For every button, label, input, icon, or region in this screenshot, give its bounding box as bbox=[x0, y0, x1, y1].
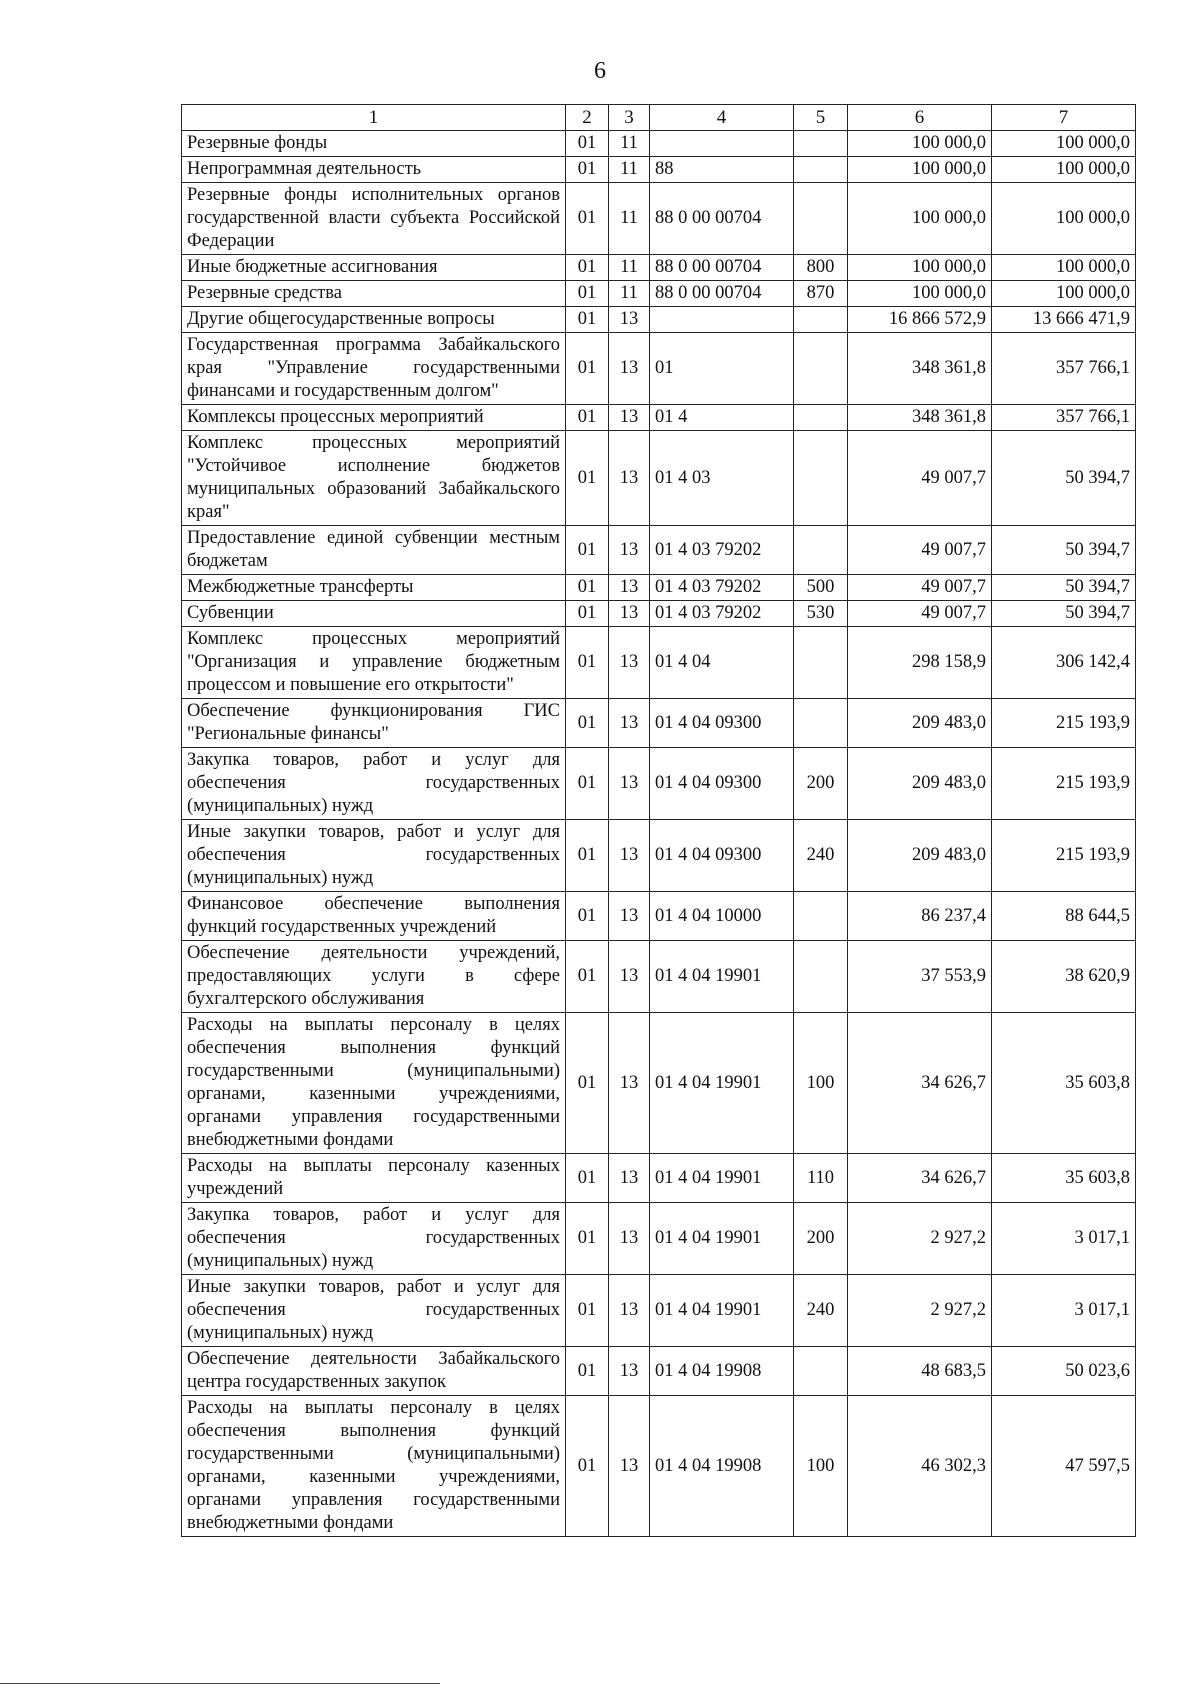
expense-type-cell bbox=[794, 333, 848, 405]
amount-year-1-cell: 100 000,0 bbox=[848, 255, 992, 281]
amount-year-1-cell: 100 000,0 bbox=[848, 157, 992, 183]
amount-year-1-cell: 298 158,9 bbox=[848, 627, 992, 699]
amount-year-2-cell: 50 394,7 bbox=[992, 526, 1136, 575]
target-article-cell: 01 4 04 19901 bbox=[650, 1275, 794, 1347]
row-name-cell: Иные бюджетные ассигнования bbox=[182, 255, 566, 281]
target-article-cell: 01 4 04 19901 bbox=[650, 1013, 794, 1154]
amount-year-1-cell: 48 683,5 bbox=[848, 1347, 992, 1396]
table-row bbox=[182, 820, 1136, 892]
target-article-cell: 01 4 03 79202 bbox=[650, 601, 794, 627]
expense-type-cell bbox=[794, 405, 848, 431]
row-name-cell: Комплекс процессных мероприятий "Устойчивое исполнение бюджетов муниципальных образований Забайкальского края" bbox=[182, 431, 566, 526]
section-code-cell: 01 bbox=[566, 333, 609, 405]
subsection-code-cell: 11 bbox=[609, 131, 650, 157]
table-row bbox=[182, 892, 1136, 941]
expense-type-cell bbox=[794, 431, 848, 526]
amount-year-2-cell: 3 017,1 bbox=[992, 1203, 1136, 1275]
amount-year-2-cell: 50 394,7 bbox=[992, 431, 1136, 526]
target-article-cell: 01 bbox=[650, 333, 794, 405]
expense-type-cell: 200 bbox=[794, 748, 848, 820]
target-article-cell: 01 4 04 19901 bbox=[650, 1154, 794, 1203]
table-row bbox=[182, 601, 1136, 627]
table-row bbox=[182, 699, 1136, 748]
table-row bbox=[182, 1396, 1136, 1537]
amount-year-1-cell: 16 866 572,9 bbox=[848, 307, 992, 333]
amount-year-1-cell: 46 302,3 bbox=[848, 1396, 992, 1537]
budget-table bbox=[181, 104, 1136, 1537]
amount-year-2-cell: 357 766,1 bbox=[992, 405, 1136, 431]
subsection-code-cell: 13 bbox=[609, 941, 650, 1013]
amount-year-1-cell: 49 007,7 bbox=[848, 575, 992, 601]
expense-type-cell: 100 bbox=[794, 1396, 848, 1537]
target-article-cell: 01 4 04 bbox=[650, 627, 794, 699]
row-name-cell: Субвенции bbox=[182, 601, 566, 627]
expense-type-cell bbox=[794, 131, 848, 157]
amount-year-2-cell: 35 603,8 bbox=[992, 1013, 1136, 1154]
table-row bbox=[182, 157, 1136, 183]
expense-type-cell bbox=[794, 1347, 848, 1396]
amount-year-2-cell: 13 666 471,9 bbox=[992, 307, 1136, 333]
target-article-cell: 88 0 00 00704 bbox=[650, 255, 794, 281]
amount-year-2-cell: 38 620,9 bbox=[992, 941, 1136, 1013]
table-row bbox=[182, 405, 1136, 431]
section-code-cell: 01 bbox=[566, 131, 609, 157]
section-code-cell: 01 bbox=[566, 699, 609, 748]
amount-year-1-cell: 86 237,4 bbox=[848, 892, 992, 941]
target-article-cell: 01 4 04 09300 bbox=[650, 699, 794, 748]
table-row bbox=[182, 1275, 1136, 1347]
row-name-cell: Резервные фонды bbox=[182, 131, 566, 157]
target-article-cell: 01 4 04 19901 bbox=[650, 1203, 794, 1275]
row-name-cell: Резервные фонды исполнительных органов государственной власти субъекта Российской Федерации bbox=[182, 183, 566, 255]
header-cell: 5 bbox=[794, 105, 848, 131]
row-name-cell: Межбюджетные трансферты bbox=[182, 575, 566, 601]
subsection-code-cell: 13 bbox=[609, 526, 650, 575]
expense-type-cell bbox=[794, 526, 848, 575]
amount-year-1-cell: 49 007,7 bbox=[848, 431, 992, 526]
target-article-cell bbox=[650, 131, 794, 157]
subsection-code-cell: 11 bbox=[609, 183, 650, 255]
amount-year-2-cell: 215 193,9 bbox=[992, 820, 1136, 892]
expense-type-cell bbox=[794, 892, 848, 941]
table-row bbox=[182, 281, 1136, 307]
section-code-cell: 01 bbox=[566, 281, 609, 307]
amount-year-1-cell: 100 000,0 bbox=[848, 183, 992, 255]
subsection-code-cell: 13 bbox=[609, 1275, 650, 1347]
amount-year-2-cell: 100 000,0 bbox=[992, 281, 1136, 307]
amount-year-2-cell: 100 000,0 bbox=[992, 157, 1136, 183]
section-code-cell: 01 bbox=[566, 1396, 609, 1537]
target-article-cell bbox=[650, 307, 794, 333]
amount-year-2-cell: 47 597,5 bbox=[992, 1396, 1136, 1537]
amount-year-1-cell: 348 361,8 bbox=[848, 333, 992, 405]
row-name-cell: Иные закупки товаров, работ и услуг для обеспечения государственных (муниципальных) нужд bbox=[182, 1275, 566, 1347]
table-row bbox=[182, 748, 1136, 820]
amount-year-2-cell: 88 644,5 bbox=[992, 892, 1136, 941]
amount-year-2-cell: 50 023,6 bbox=[992, 1347, 1136, 1396]
section-code-cell: 01 bbox=[566, 183, 609, 255]
row-name-cell: Предоставление единой субвенции местным бюджетам bbox=[182, 526, 566, 575]
row-name-cell: Расходы на выплаты персоналу в целях обеспечения выполнения функций государственными (муниципальными) органами, казенными учреждениями, органами управления государственными внебюджетными фондами bbox=[182, 1013, 566, 1154]
table-row bbox=[182, 1154, 1136, 1203]
row-name-cell: Обеспечение деятельности учреждений, предоставляющих услуги в сфере бухгалтерского обслуживания bbox=[182, 941, 566, 1013]
amount-year-2-cell: 3 017,1 bbox=[992, 1275, 1136, 1347]
row-name-cell: Закупка товаров, работ и услуг для обеспечения государственных (муниципальных) нужд bbox=[182, 1203, 566, 1275]
target-article-cell: 01 4 04 19901 bbox=[650, 941, 794, 1013]
amount-year-1-cell: 37 553,9 bbox=[848, 941, 992, 1013]
table-row bbox=[182, 627, 1136, 699]
row-name-cell: Обеспечение деятельности Забайкальского центра государственных закупок bbox=[182, 1347, 566, 1396]
target-article-cell: 01 4 bbox=[650, 405, 794, 431]
expense-type-cell bbox=[794, 627, 848, 699]
subsection-code-cell: 13 bbox=[609, 431, 650, 526]
target-article-cell: 88 0 00 00704 bbox=[650, 183, 794, 255]
subsection-code-cell: 13 bbox=[609, 1396, 650, 1537]
target-article-cell: 01 4 04 10000 bbox=[650, 892, 794, 941]
subsection-code-cell: 13 bbox=[609, 307, 650, 333]
table-row bbox=[182, 575, 1136, 601]
row-name-cell: Обеспечение функционирования ГИС "Региональные финансы" bbox=[182, 699, 566, 748]
page-bottom-rule bbox=[0, 1683, 440, 1684]
header-row bbox=[182, 105, 1136, 131]
section-code-cell: 01 bbox=[566, 575, 609, 601]
table-row bbox=[182, 307, 1136, 333]
row-name-cell: Другие общегосударственные вопросы bbox=[182, 307, 566, 333]
subsection-code-cell: 13 bbox=[609, 575, 650, 601]
table-row bbox=[182, 183, 1136, 255]
row-name-cell: Расходы на выплаты персоналу в целях обеспечения выполнения функций государственными (муниципальными) органами, казенными учреждениями, органами управления государственными внебюджетными фондами bbox=[182, 1396, 566, 1537]
section-code-cell: 01 bbox=[566, 1275, 609, 1347]
target-article-cell: 01 4 03 79202 bbox=[650, 575, 794, 601]
amount-year-1-cell: 100 000,0 bbox=[848, 281, 992, 307]
expense-type-cell: 240 bbox=[794, 1275, 848, 1347]
target-article-cell: 01 4 04 09300 bbox=[650, 820, 794, 892]
section-code-cell: 01 bbox=[566, 405, 609, 431]
amount-year-1-cell: 2 927,2 bbox=[848, 1275, 992, 1347]
target-article-cell: 01 4 04 19908 bbox=[650, 1396, 794, 1537]
subsection-code-cell: 13 bbox=[609, 1347, 650, 1396]
subsection-code-cell: 13 bbox=[609, 333, 650, 405]
expense-type-cell bbox=[794, 699, 848, 748]
row-name-cell: Иные закупки товаров, работ и услуг для обеспечения государственных (муниципальных) нужд bbox=[182, 820, 566, 892]
expense-type-cell: 100 bbox=[794, 1013, 848, 1154]
target-article-cell: 01 4 03 bbox=[650, 431, 794, 526]
table-row bbox=[182, 131, 1136, 157]
table-row bbox=[182, 255, 1136, 281]
amount-year-1-cell: 209 483,0 bbox=[848, 699, 992, 748]
amount-year-1-cell: 209 483,0 bbox=[848, 820, 992, 892]
row-name-cell: Непрограммная деятельность bbox=[182, 157, 566, 183]
amount-year-2-cell: 50 394,7 bbox=[992, 601, 1136, 627]
amount-year-1-cell: 34 626,7 bbox=[848, 1013, 992, 1154]
amount-year-2-cell: 35 603,8 bbox=[992, 1154, 1136, 1203]
amount-year-1-cell: 209 483,0 bbox=[848, 748, 992, 820]
subsection-code-cell: 13 bbox=[609, 405, 650, 431]
section-code-cell: 01 bbox=[566, 431, 609, 526]
target-article-cell: 01 4 04 19908 bbox=[650, 1347, 794, 1396]
expense-type-cell: 500 bbox=[794, 575, 848, 601]
subsection-code-cell: 11 bbox=[609, 157, 650, 183]
subsection-code-cell: 13 bbox=[609, 1154, 650, 1203]
expense-type-cell bbox=[794, 157, 848, 183]
table-row bbox=[182, 1347, 1136, 1396]
amount-year-1-cell: 100 000,0 bbox=[848, 131, 992, 157]
subsection-code-cell: 13 bbox=[609, 699, 650, 748]
row-name-cell: Комплексы процессных мероприятий bbox=[182, 405, 566, 431]
amount-year-1-cell: 49 007,7 bbox=[848, 601, 992, 627]
subsection-code-cell: 13 bbox=[609, 1013, 650, 1154]
table-body bbox=[182, 131, 1136, 1537]
row-name-cell: Комплекс процессных мероприятий "Организация и управление бюджетным процессом и повышение его открытости" bbox=[182, 627, 566, 699]
expense-type-cell: 200 bbox=[794, 1203, 848, 1275]
row-name-cell: Закупка товаров, работ и услуг для обеспечения государственных (муниципальных) нужд bbox=[182, 748, 566, 820]
section-code-cell: 01 bbox=[566, 1347, 609, 1396]
amount-year-1-cell: 34 626,7 bbox=[848, 1154, 992, 1203]
page-number: 6 bbox=[594, 58, 606, 84]
section-code-cell: 01 bbox=[566, 627, 609, 699]
header-cell: 3 bbox=[609, 105, 650, 131]
amount-year-2-cell: 306 142,4 bbox=[992, 627, 1136, 699]
expense-type-cell: 800 bbox=[794, 255, 848, 281]
subsection-code-cell: 13 bbox=[609, 1203, 650, 1275]
amount-year-2-cell: 357 766,1 bbox=[992, 333, 1136, 405]
amount-year-2-cell: 215 193,9 bbox=[992, 748, 1136, 820]
section-code-cell: 01 bbox=[566, 307, 609, 333]
table-row bbox=[182, 526, 1136, 575]
section-code-cell: 01 bbox=[566, 892, 609, 941]
target-article-cell: 01 4 04 09300 bbox=[650, 748, 794, 820]
amount-year-2-cell: 215 193,9 bbox=[992, 699, 1136, 748]
section-code-cell: 01 bbox=[566, 1203, 609, 1275]
amount-year-1-cell: 348 361,8 bbox=[848, 405, 992, 431]
target-article-cell: 88 0 00 00704 bbox=[650, 281, 794, 307]
row-name-cell: Резервные средства bbox=[182, 281, 566, 307]
expense-type-cell bbox=[794, 183, 848, 255]
expense-type-cell bbox=[794, 941, 848, 1013]
subsection-code-cell: 13 bbox=[609, 892, 650, 941]
amount-year-1-cell: 49 007,7 bbox=[848, 526, 992, 575]
section-code-cell: 01 bbox=[566, 1154, 609, 1203]
expense-type-cell bbox=[794, 307, 848, 333]
header-cell: 4 bbox=[650, 105, 794, 131]
subsection-code-cell: 13 bbox=[609, 748, 650, 820]
row-name-cell: Расходы на выплаты персоналу казенных учреждений bbox=[182, 1154, 566, 1203]
header-cell: 7 bbox=[992, 105, 1136, 131]
subsection-code-cell: 13 bbox=[609, 820, 650, 892]
subsection-code-cell: 13 bbox=[609, 627, 650, 699]
section-code-cell: 01 bbox=[566, 748, 609, 820]
amount-year-2-cell: 50 394,7 bbox=[992, 575, 1136, 601]
section-code-cell: 01 bbox=[566, 255, 609, 281]
expense-type-cell: 870 bbox=[794, 281, 848, 307]
section-code-cell: 01 bbox=[566, 526, 609, 575]
header-cell: 6 bbox=[848, 105, 992, 131]
expense-type-cell: 530 bbox=[794, 601, 848, 627]
header-cell: 1 bbox=[182, 105, 566, 131]
section-code-cell: 01 bbox=[566, 820, 609, 892]
table-row bbox=[182, 1203, 1136, 1275]
expense-type-cell: 110 bbox=[794, 1154, 848, 1203]
subsection-code-cell: 11 bbox=[609, 281, 650, 307]
table-row bbox=[182, 1013, 1136, 1154]
amount-year-1-cell: 2 927,2 bbox=[848, 1203, 992, 1275]
target-article-cell: 88 bbox=[650, 157, 794, 183]
expense-type-cell: 240 bbox=[794, 820, 848, 892]
section-code-cell: 01 bbox=[566, 157, 609, 183]
amount-year-2-cell: 100 000,0 bbox=[992, 255, 1136, 281]
section-code-cell: 01 bbox=[566, 941, 609, 1013]
table-row bbox=[182, 431, 1136, 526]
row-name-cell: Государственная программа Забайкальского края "Управление государственными финансами и государственным долгом" bbox=[182, 333, 566, 405]
header-cell: 2 bbox=[566, 105, 609, 131]
row-name-cell: Финансовое обеспечение выполнения функций государственных учреждений bbox=[182, 892, 566, 941]
subsection-code-cell: 11 bbox=[609, 255, 650, 281]
table-row bbox=[182, 333, 1136, 405]
amount-year-2-cell: 100 000,0 bbox=[992, 183, 1136, 255]
amount-year-2-cell: 100 000,0 bbox=[992, 131, 1136, 157]
section-code-cell: 01 bbox=[566, 1013, 609, 1154]
table-row bbox=[182, 941, 1136, 1013]
section-code-cell: 01 bbox=[566, 601, 609, 627]
target-article-cell: 01 4 03 79202 bbox=[650, 526, 794, 575]
subsection-code-cell: 13 bbox=[609, 601, 650, 627]
